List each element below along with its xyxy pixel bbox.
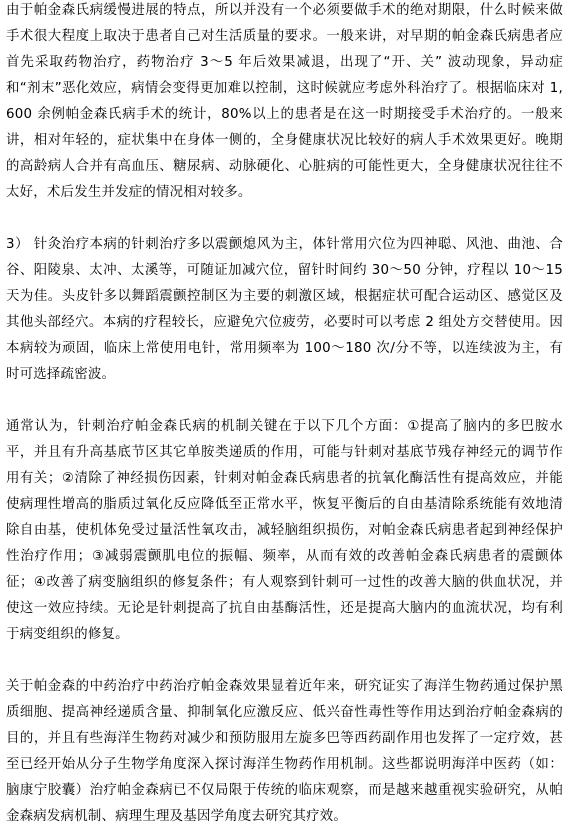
paragraph-surgery-timing: 由于帕金森氏病缓慢进展的特点，所以并没有一个必须要做手术的绝对期限，什么时候来做手术很大程度上取决于患者自己对生活质量的要求。一般来讲，对早期的帕金森氏病患者应首先采取药物治疗，药物治疗 3～5 年后效果减退，出现了“开、关” 波动现象，异动症和“剂末”恶化效应，病情会变得更加难以控制，这时候就应考虑外科治疗了。根据临床对 1,600 余例帕金森氏病手术的统计，80%以上的患者是在这一时期接受手术治疗的。一般来讲，相对年轻的，症状集中在身体一侧的，全身健康状况比较好的病人手术效果更好。晚期的高龄病人合并有高血压、糖尿病、动脉硬化、心脏病的可能性更大，全身健康状况往往不太好，术后发生并发症的情况相对较多。 bbox=[6, 3, 563, 200]
paragraph-spacer bbox=[6, 206, 563, 232]
paragraph-spacer bbox=[6, 648, 563, 674]
paragraph-acupuncture-treatment: 3） 针灸治疗本病的针刺治疗多以震颤熄风为主，体针常用穴位为四神聪、风池、曲池、合谷、阳陵泉、太冲、太溪等，可随证加减穴位，留针时间约 30～50 分钟，疗程以 10～15 天为佳。头皮针多以舞蹈震颤控制区为主要的刺激区域，根据症状可配合运动区、感觉区及其他头部经穴。本病的疗程较长，应避免穴位疲劳，必要时可以考虑 2 组处方交替使用。因本病较为顽固，临床上常使用电针，常用频率为 100～180 次/分不等，以连续波为主，有时可选择疏密波。 bbox=[6, 237, 563, 382]
paragraph-spacer bbox=[6, 388, 563, 414]
paragraph-acupuncture-mechanism: 通常认为，针刺治疗帕金森氏病的机制关键在于以下几个方面：①提高了脑内的多巴胺水平，并且有升高基底节区其它单胺类递质的作用，可能与针刺对基底节残存神经元的调节作用有关；②清除了神经损伤因素，针刺对帕金森氏病患者的抗氧化酶活性有提高效应，并能使病理性增高的脂质过氧化反应降低至正常水平，恢复平衡后的自由基清除系统能有效地清除自由基，使机体免受过量活性氧攻击，减轻脑组织损伤，对帕金森氏病患者起到神经保护性治疗作用；③减弱震颤肌电位的振幅、频率，从而有效的改善帕金森氏病患者的震颤体征；④改善了病变脑组织的修复条件；有人观察到针刺可一过性的改善大脑的供血状况，并使这一效应持续。无论是针刺提高了抗自由基酶活性，还是提高大脑内的血流状况，均有利于病变组织的修复。 bbox=[6, 419, 563, 642]
paragraph-tcm-treatment: 关于帕金森的中药治疗中药治疗帕金森效果显着近年来，研究证实了海洋生物药通过保护黑质细胞、提高神经递质含量、抑制氧化应激反应、低兴奋性毒性等作用达到治疗帕金森病的目的，并且有些海洋生物药对减少和预防服用左旋多巴等西药副作用也发挥了一定疗效，甚至已经开始从分子生物学角度深入探讨海洋生物药作用机制。这些都说明海洋中医药（如：脑康宁胶囊）治疗帕金森病已不仅局限于传统的临床观察，而是越来越重视实验研究，从帕金森病发病机制、病理生理及基因学角度去研究其疗效。 bbox=[6, 679, 563, 824]
